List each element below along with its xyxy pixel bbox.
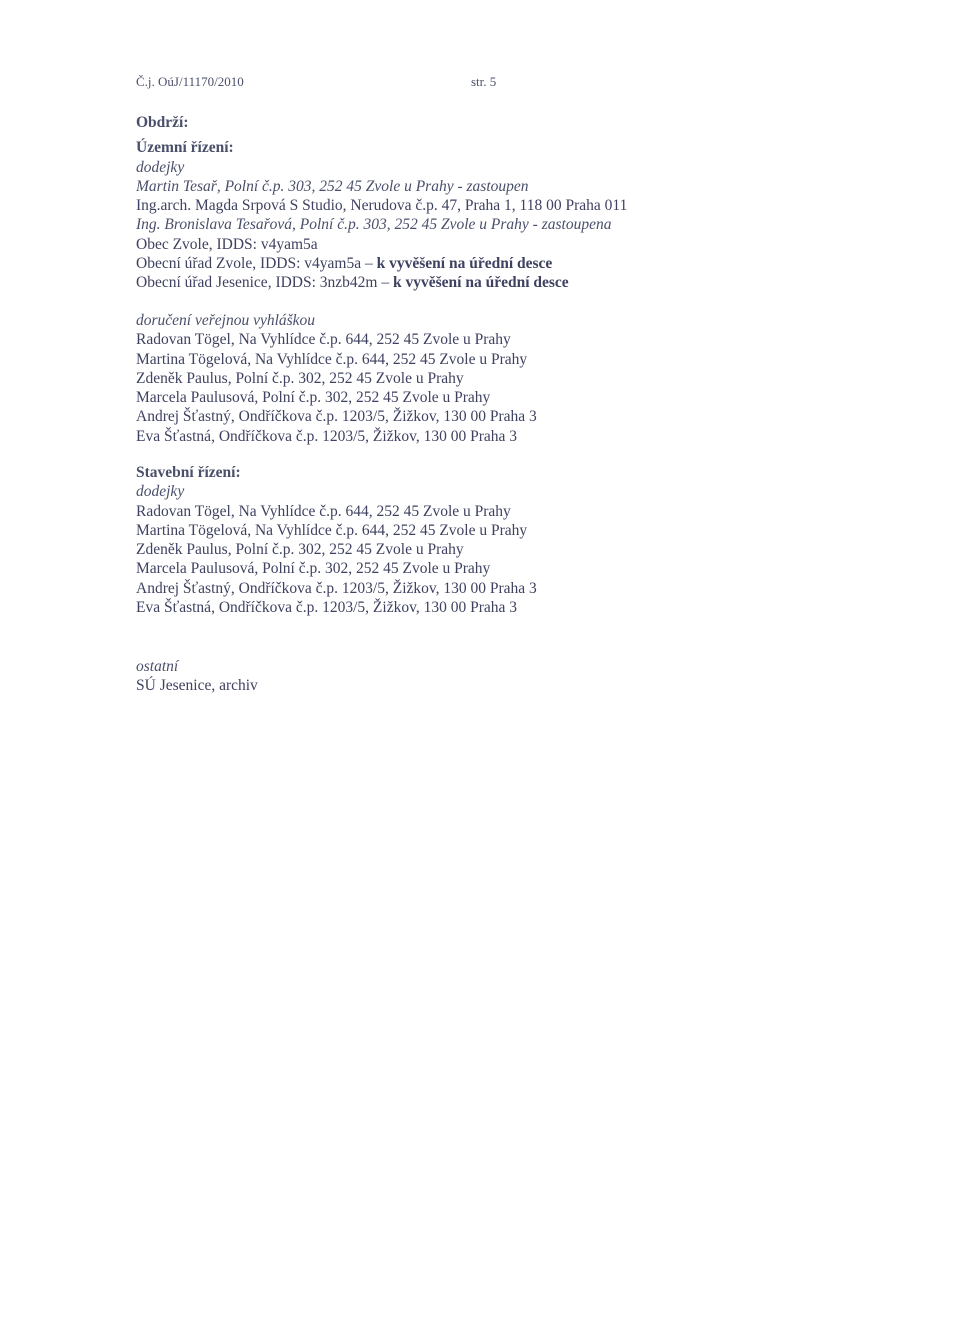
reference-number: Č.j. OúJ/11170/2010	[136, 74, 244, 89]
recipient-line: Andrej Šťastný, Ondříčkova č.p. 1203/5, Žižkov, 130 00 Praha 3	[136, 579, 537, 597]
recipient-line: Marcela Paulusová, Polní č.p. 302, 252 45 Zvole u Prahy	[136, 389, 491, 407]
recipient-line	[136, 254, 627, 273]
ostatni-label: ostatní	[136, 658, 179, 675]
stavebni-rizeni-heading: Stavební řízení:	[136, 464, 241, 481]
recipient-line: SÚ Jesenice, archiv	[136, 677, 258, 695]
page-number: str. 5	[471, 74, 497, 89]
recipient-line: Ing. Bronislava Tesařová, Polní č.p. 303, 252 45 Zvole u Prahy - zastoupena	[136, 216, 612, 234]
recipient-line: Andrej Šťastný, Ondříčkova č.p. 1203/5, Žižkov, 130 00 Praha 3	[136, 408, 537, 426]
recipient-line: Martin Tesař, Polní č.p. 303, 252 45 Zvole u Prahy - zastoupen	[136, 177, 529, 195]
dodejky-label: dodejky	[136, 158, 185, 176]
urad-zvole-note: k vyvěšení na úřední desce	[376, 255, 553, 273]
ostatni-section	[136, 657, 258, 696]
uzemni-rizeni-section	[136, 113, 627, 293]
recipient-line: Marcela Paulusová, Polní č.p. 302, 252 45 Zvole u Prahy	[136, 560, 491, 578]
recipient-line	[136, 273, 627, 292]
doruceni-label: doručení veřejnou vyhláškou	[136, 312, 316, 329]
obdrzi-heading: Obdrží:	[136, 114, 189, 131]
urad-jesenice-note: k vyvěšení na úřední desce	[392, 274, 569, 292]
urad-jesenice: Obecní úřad Jesenice, IDDS: 3nzb42m –	[136, 274, 393, 292]
recipient-line: Obec Zvole, IDDS: v4yam5a	[136, 235, 318, 253]
stavebni-rizeni-section	[136, 463, 537, 617]
page-header	[136, 74, 556, 94]
recipient-line: Martina Tögelová, Na Vyhlídce č.p. 644, 252 45 Zvole u Prahy	[136, 521, 528, 539]
recipient-line: Radovan Tögel, Na Vyhlídce č.p. 644, 252 45 Zvole u Prahy	[136, 502, 511, 520]
recipient-line: Zdeněk Paulus, Polní č.p. 302, 252 45 Zvole u Prahy	[136, 541, 464, 559]
uzemni-rizeni-heading: Územní řízení:	[136, 139, 234, 157]
urad-zvole: Obecní úřad Zvole, IDDS: v4yam5a –	[136, 255, 377, 273]
recipient-line: Zdeněk Paulus, Polní č.p. 302, 252 45 Zvole u Prahy	[136, 369, 464, 387]
recipient-line: Eva Šťastná, Ondříčkova č.p. 1203/5, Žižkov, 130 00 Praha 3	[136, 427, 517, 445]
recipient-line: Radovan Tögel, Na Vyhlídce č.p. 644, 252 45 Zvole u Prahy	[136, 331, 511, 349]
recipient-line: Eva Šťastná, Ondříčkova č.p. 1203/5, Žižkov, 130 00 Praha 3	[136, 599, 517, 617]
doruceni-section	[136, 311, 537, 446]
recipient-line: Martina Tögelová, Na Vyhlídce č.p. 644, 252 45 Zvole u Prahy	[136, 350, 528, 368]
recipient-line: Ing.arch. Magda Srpová S Studio, Nerudova č.p. 47, Praha 1, 118 00 Praha 011	[136, 197, 628, 215]
dodejky-label: dodejky	[136, 483, 185, 501]
